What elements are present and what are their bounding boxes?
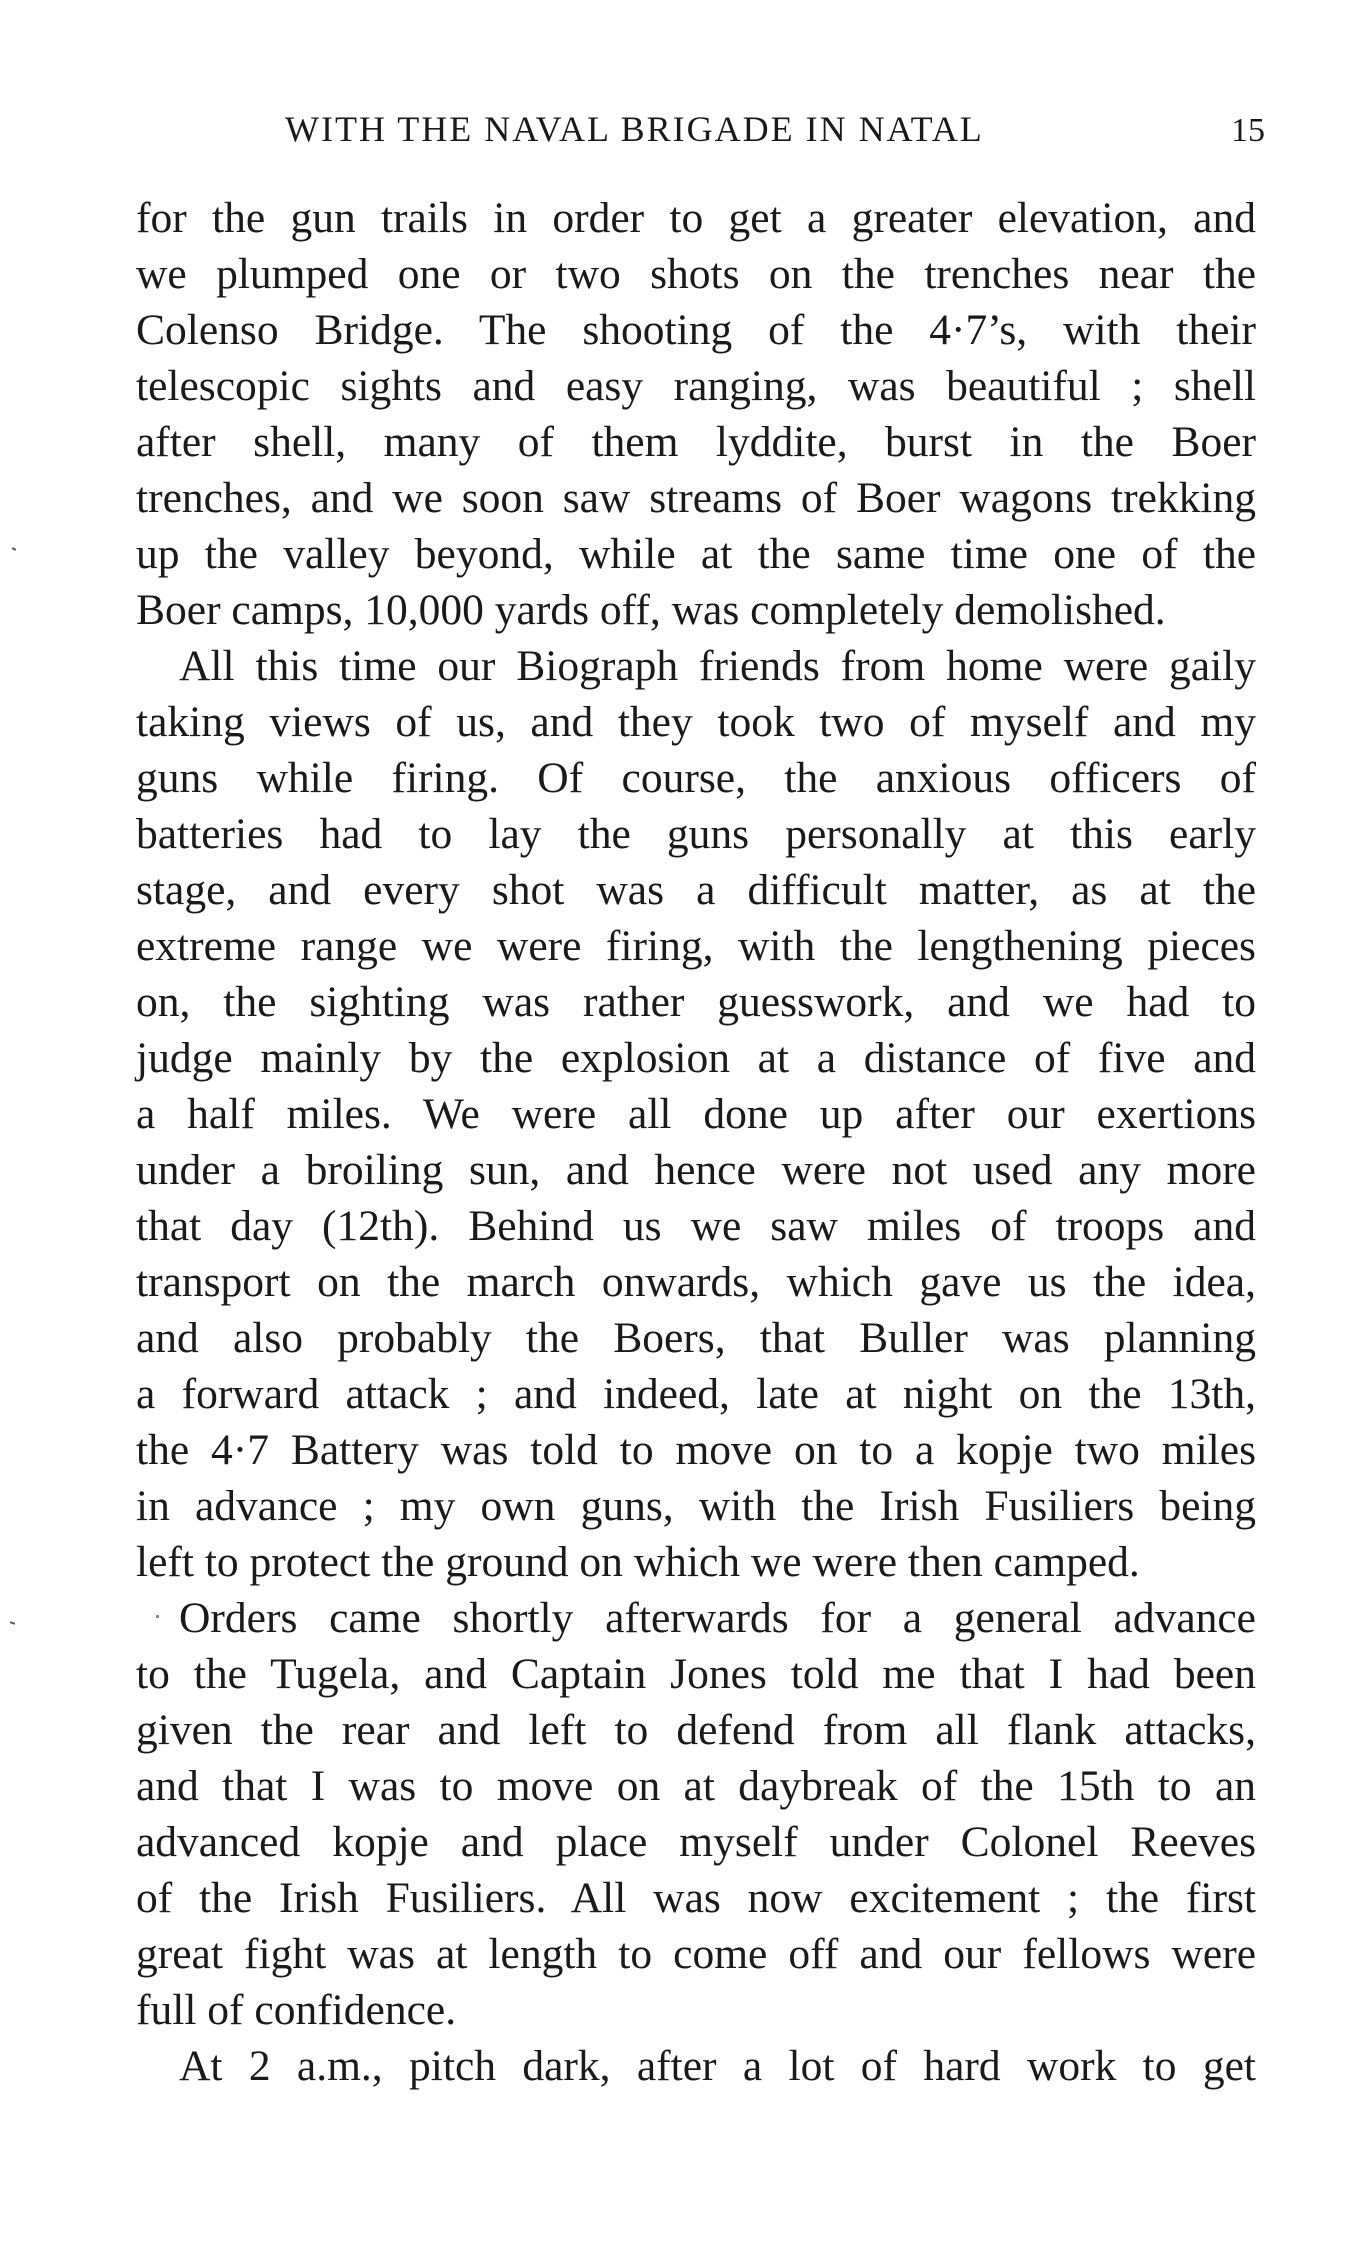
text-line: we plumped one or two shots on the trenches near the (136, 250, 1256, 298)
text-line: after shell, many of them lyddite, burst in the Boer (136, 418, 1256, 466)
text-line: guns while firing. Of course, the anxious officers of (136, 754, 1256, 802)
text-line: that day (12th). Behind us we saw miles of troops and (136, 1202, 1256, 1250)
text-line: great fight was at length to come off and our fellows were (136, 1930, 1256, 1978)
margin-mark (12, 547, 16, 551)
text-line: given the rear and left to defend from all flank attacks, (136, 1706, 1256, 1754)
text-line: for the gun trails in order to get a greater elevation, and (136, 194, 1256, 242)
text-line: the 4·7 Battery was told to move on to a kopje two miles (136, 1426, 1256, 1474)
text-line: Orders came shortly afterwards for a general advance (179, 1594, 1256, 1642)
text-line: All this time our Biograph friends from home were gaily (179, 642, 1256, 690)
text-line: Colenso Bridge. The shooting of the 4·7’s, with their (136, 306, 1256, 354)
text-line: At 2 a.m., pitch dark, after a lot of hard work to get (179, 2042, 1256, 2090)
text-line: in advance ; my own guns, with the Irish Fusiliers being (136, 1482, 1256, 1530)
text-line: transport on the march onwards, which gave us the idea, (136, 1258, 1256, 1306)
text-line: and also probably the Boers, that Buller was planning (136, 1314, 1256, 1362)
text-line: trenches, and we soon saw streams of Boer wagons trekking (136, 474, 1256, 522)
text-line: advanced kopje and place myself under Colonel Reeves (136, 1818, 1256, 1866)
text-line: up the valley beyond, while at the same time one of the (136, 530, 1256, 578)
margin-mark (10, 1621, 15, 1625)
text-line: and that I was to move on at daybreak of the 15th to an (136, 1762, 1256, 1810)
text-line: a half miles. We were all done up after our exertions (136, 1090, 1256, 1138)
body-text (136, 190, 1256, 2094)
page-number: 15 (1231, 112, 1265, 149)
text-line: judge mainly by the explosion at a distance of five and (136, 1034, 1256, 1082)
text-line: Boer camps, 10,000 yards off, was completely demolished. (136, 586, 1166, 634)
text-line: full of confidence. (136, 1986, 457, 2034)
margin-mark (156, 1615, 159, 1618)
text-line: telescopic sights and easy ranging, was beautiful ; shell (136, 362, 1256, 410)
text-line: batteries had to lay the guns personally at this early (136, 810, 1256, 858)
text-line: a forward attack ; and indeed, late at night on the 13th, (136, 1370, 1256, 1418)
text-line: extreme range we were firing, with the lengthening pieces (136, 922, 1256, 970)
text-line: on, the sighting was rather guesswork, and we had to (136, 978, 1256, 1026)
running-title: WITH THE NAVAL BRIGADE IN NATAL (285, 109, 984, 149)
text-line: to the Tugela, and Captain Jones told me that I had been (136, 1650, 1256, 1698)
text-line: left to protect the ground on which we were then camped. (136, 1538, 1140, 1586)
text-line: stage, and every shot was a difficult matter, as at the (136, 866, 1256, 914)
text-line: taking views of us, and they took two of myself and my (136, 698, 1256, 746)
text-line: of the Irish Fusiliers. All was now excitement ; the first (136, 1874, 1256, 1922)
text-line: under a broiling sun, and hence were not used any more (136, 1146, 1256, 1194)
running-head (285, 108, 1265, 158)
